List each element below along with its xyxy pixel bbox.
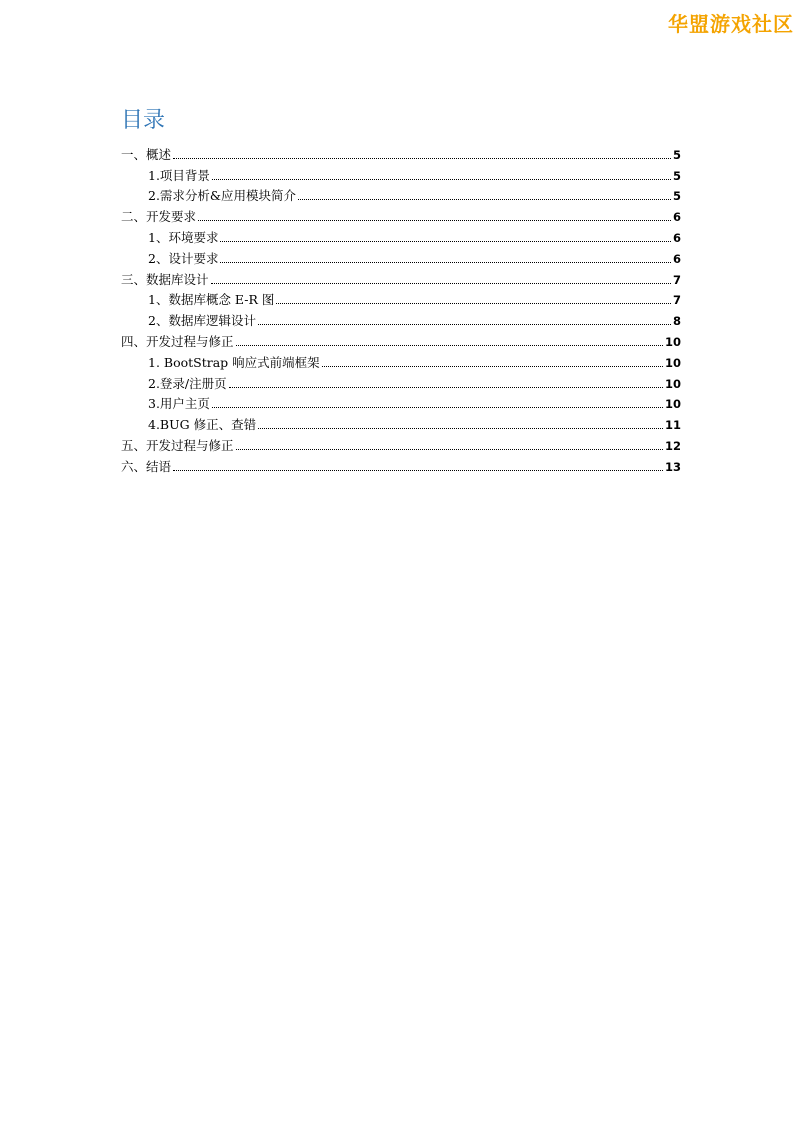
toc-entry-label: 1、数据库概念 E-R 图 [148,292,275,308]
toc-entry-page: 6 [672,251,681,266]
toc-entry-label: 1. BootStrap 响应式前端框架 [148,354,320,370]
toc-entry-label: 2、数据库逻辑设计 [148,313,256,329]
dot-leader [322,366,663,367]
toc-entry-label: 2.登录/注册页 [148,375,227,391]
dot-leader [236,449,663,450]
dot-leader [198,220,671,221]
toc-entry-label: 三、数据库设计 [121,271,209,287]
toc-entry-er-diagram[interactable] [121,287,681,308]
toc-title: 目录 [121,108,166,133]
toc-entry-label: 六、结语 [121,458,172,474]
toc-entry-page: 7 [672,272,681,287]
toc-entry-page: 6 [672,230,681,245]
toc-entry-environment-requirements[interactable] [121,224,681,245]
toc-entry-label: 2、设计要求 [148,250,219,266]
watermark-logo-text: 华盟游戏社区 [668,12,794,36]
toc-entry-development-requirements[interactable] [121,203,681,224]
toc-entry-conclusion[interactable] [121,453,681,474]
dot-leader [211,283,671,284]
toc-entry-page: 6 [672,210,681,225]
toc-entry-page: 7 [672,293,681,308]
toc-entry-label: 1.项目背景 [148,167,210,183]
toc-entry-bootstrap-framework[interactable] [121,349,681,370]
toc-entry-project-background[interactable] [121,162,681,183]
toc-entry-page: 10 [664,397,681,412]
toc-entry-label: 1、环境要求 [148,229,219,245]
dot-leader [173,158,671,159]
toc-entry-design-requirements[interactable] [121,245,681,266]
toc-entry-page: 12 [664,438,681,453]
toc-entry-user-home[interactable] [121,391,681,412]
toc-entry-bug-fixes[interactable] [121,411,681,432]
toc-entry-requirements-analysis[interactable] [121,183,681,204]
dot-leader [258,324,671,325]
dot-leader [298,199,671,200]
toc-entry-page: 13 [664,459,681,474]
toc-entry-label: 4.BUG 修正、查错 [148,417,257,433]
toc-entry-overview[interactable] [121,141,681,162]
toc-entry-page: 5 [672,168,681,183]
toc-entry-page: 10 [664,334,681,349]
dot-leader [212,179,671,180]
dot-leader [258,428,663,429]
toc-entry-database-design[interactable] [121,266,681,287]
toc-entry-page: 11 [664,418,681,433]
toc-entry-page: 10 [664,376,681,391]
table-of-contents [121,141,681,474]
dot-leader [276,303,671,304]
toc-entry-login-register[interactable] [121,370,681,391]
toc-entry-page: 8 [672,314,681,329]
dot-leader [229,387,663,388]
dot-leader [220,262,671,263]
toc-entry-page: 5 [672,147,681,162]
toc-entry-label: 3.用户主页 [148,396,210,412]
toc-entry-label: 四、开发过程与修正 [121,333,234,349]
toc-entry-label: 二、开发要求 [121,209,197,225]
dot-leader [220,241,671,242]
dot-leader [212,407,663,408]
toc-entry-logical-design[interactable] [121,307,681,328]
toc-entry-development-process-2[interactable] [121,432,681,453]
dot-leader [236,345,663,346]
toc-entry-development-process[interactable] [121,328,681,349]
toc-entry-page: 10 [664,355,681,370]
toc-entry-label: 2.需求分析&应用模块简介 [148,188,297,204]
toc-entry-page: 5 [672,189,681,204]
toc-entry-label: 五、开发过程与修正 [121,437,234,453]
dot-leader [173,470,663,471]
toc-entry-label: 一、概述 [121,146,172,162]
